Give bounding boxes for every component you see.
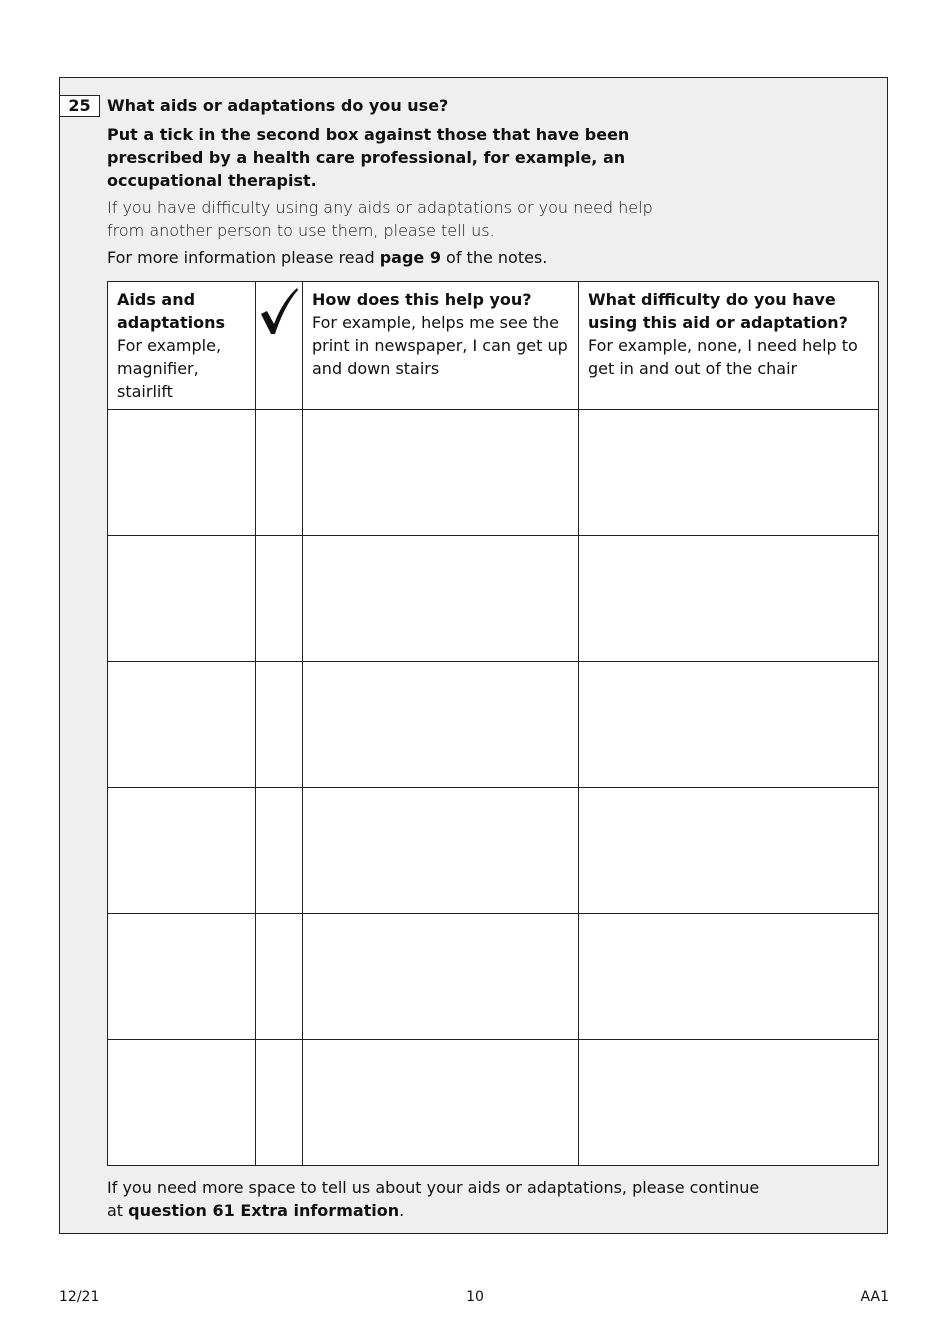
header-how-helps-example: For example, helps me see the print in newspaper, I can get up and down stairs [312,313,568,378]
aids-table [107,281,879,1166]
header-difficulty-example: For example, none, I need help to get in and out of the chair [588,336,858,378]
more-info-line [107,247,547,269]
how-helps-field[interactable] [303,662,579,788]
difficulty-field[interactable] [579,662,879,788]
footer-date: 12/21 [59,1289,100,1305]
header-difficulty-title: What difficulty do you have using this aid or adaptation? [588,290,848,332]
question-number: 25 [60,95,100,117]
question-instruction: Put a tick in the second box against those that have been prescribed by a health care professional, for example, an occupational therapist. [107,125,630,190]
difficulty-field[interactable] [579,536,879,662]
header-aids-title: Aids and adaptations [117,290,225,332]
how-helps-field[interactable] [303,410,579,536]
question-help-text: If you have difficulty using any aids or adaptations or you need help from another person to use them, please tell us. [107,198,653,240]
table-row [108,1040,879,1166]
footer-page-number: 10 [466,1289,484,1305]
header-prescribed [256,282,303,410]
question-25-panel [59,77,888,1234]
table-row [108,536,879,662]
difficulty-field[interactable] [579,914,879,1040]
how-helps-field[interactable] [303,1040,579,1166]
prescribed-tick-box[interactable] [256,662,303,788]
how-helps-field[interactable] [303,914,579,1040]
header-how-helps-title: How does this help you? [312,290,532,309]
extra-space-note-prefix: If you need more space to tell us about your aids or adaptations, please continue at [107,1178,760,1220]
aid-name-field[interactable] [108,914,256,1040]
difficulty-field[interactable] [579,410,879,536]
table-row [108,914,879,1040]
more-info-suffix: of the notes. [440,248,548,267]
header-difficulty [579,282,879,410]
aid-name-field[interactable] [108,1040,256,1166]
extra-space-note-suffix: . [399,1201,405,1220]
aid-name-field[interactable] [108,662,256,788]
table-header-row [108,282,879,410]
extra-space-note [107,1176,767,1222]
header-aids [108,282,256,410]
prescribed-tick-box[interactable] [256,410,303,536]
difficulty-field[interactable] [579,788,879,914]
difficulty-field[interactable] [579,1040,879,1166]
how-helps-field[interactable] [303,536,579,662]
aid-name-field[interactable] [108,536,256,662]
prescribed-tick-box[interactable] [256,788,303,914]
more-info-page-ref: page 9 [379,248,441,267]
how-helps-field[interactable] [303,788,579,914]
header-how-helps [303,282,579,410]
tick-mark-icon [259,286,299,336]
prescribed-tick-box[interactable] [256,536,303,662]
table-row [108,788,879,914]
prescribed-tick-box[interactable] [256,1040,303,1166]
prescribed-tick-box[interactable] [256,914,303,1040]
table-row [108,410,879,536]
table-row [108,662,879,788]
footer-form-code: AA1 [860,1289,889,1305]
header-aids-example: For example, magnifier, stairlift [117,336,222,401]
extra-information-ref: question 61 Extra information [128,1201,400,1220]
aid-name-field[interactable] [108,788,256,914]
more-info-prefix: For more information please read [107,248,380,267]
aid-name-field[interactable] [108,410,256,536]
question-title: What aids or adaptations do you use? [107,96,449,115]
